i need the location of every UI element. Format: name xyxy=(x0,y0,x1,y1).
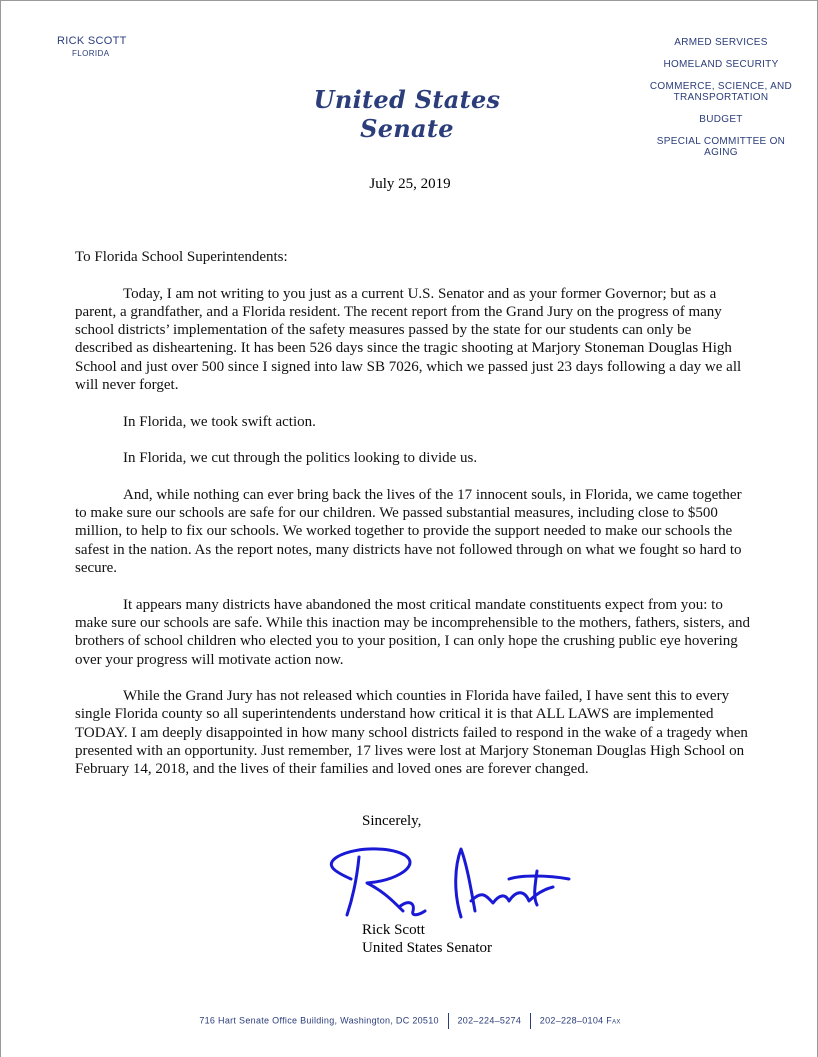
letter-date: July 25, 2019 xyxy=(369,176,451,192)
body-paragraph: It appears many districts have abandoned the most critical mandate constituents expect from you: to make sure our schools are safe. While this inaction may be incomprehensible to the mothers, fathers, sisters, and brothers of school children who elected you to your position, I can only hope the crushing public eye hovering over your progress will motivate action now. xyxy=(75,596,750,668)
committee-item: COMMERCE, SCIENCE, AND TRANSPORTATION xyxy=(649,81,793,103)
body-paragraph: And, while nothing can ever bring back the lives of the 17 innocent souls, in Florida, we came together to make sure our schools are safe for our children. We passed substantial measures, including close to $500 million, to help to fix our schools. We worked together to provide the support needed to make our schools the safest in the nation. As the report notes, many districts have not followed through on what we fought so hard to secure. xyxy=(75,486,742,577)
letter-body xyxy=(75,248,751,797)
committee-list xyxy=(641,37,801,169)
body-paragraph: In Florida, we cut through the politics looking to divide us. xyxy=(123,450,478,467)
signer-name: Rick Scott xyxy=(362,922,425,938)
handwritten-signature xyxy=(323,841,575,923)
footer-fax-number: 202–228–0104 xyxy=(539,1015,604,1026)
committee-item: BUDGET xyxy=(699,114,743,125)
signer-title: United States Senator xyxy=(362,940,492,956)
footer-address-bar xyxy=(1,1013,818,1029)
footer-address: 716 Hart Senate Office Building, Washington, DC 20510 xyxy=(199,1015,439,1026)
committee-item: SPECIAL COMMITTEE ON AGING xyxy=(656,136,786,158)
footer-divider xyxy=(530,1013,531,1029)
body-paragraph: Today, I am not writing to you just as a current U.S. Senator and as your former Governor; but as a parent, a grandfather, and a Florida resident. The recent report from the Grand Jury on the progress of many school districts’ implementation of the safety measures passed by the state for our students can only be described as disheartening. It has been 526 days since the tragic shooting at Marjory Stoneman Douglas High School and just over 500 since I signed into law SB 7026, which we passed just 23 days following a day we all will never forget. xyxy=(75,285,742,394)
senate-masthead: United States Senate xyxy=(313,85,501,143)
salutation: To Florida School Superintendents: xyxy=(75,249,288,265)
footer-fax-label: Fax xyxy=(606,1015,621,1026)
body-paragraph: In Florida, we took swift action. xyxy=(123,413,316,430)
footer-phone: 202–224–5274 xyxy=(457,1015,522,1026)
committee-item: HOMELAND SECURITY xyxy=(663,59,779,70)
sender-state: FLORIDA xyxy=(72,49,110,58)
committee-item: ARMED SERVICES xyxy=(674,37,768,48)
footer-divider xyxy=(448,1013,449,1029)
closing: Sincerely, xyxy=(362,813,422,829)
body-paragraph: While the Grand Jury has not released which counties in Florida have failed, I have sent this to every single Florida county so all superintendents understand how critical it is that ALL LAWS are implemented TODAY. I am deeply disappointed in how many school districts failed to respond in the wake of a tragedy when presented with an opportunity. Just remember, 17 lives were lost at Marjory Stoneman Douglas High School on February 14, 2018, and the lives of their families and loved ones are forever changed. xyxy=(75,688,748,778)
sender-name: RICK SCOTT xyxy=(57,35,127,47)
